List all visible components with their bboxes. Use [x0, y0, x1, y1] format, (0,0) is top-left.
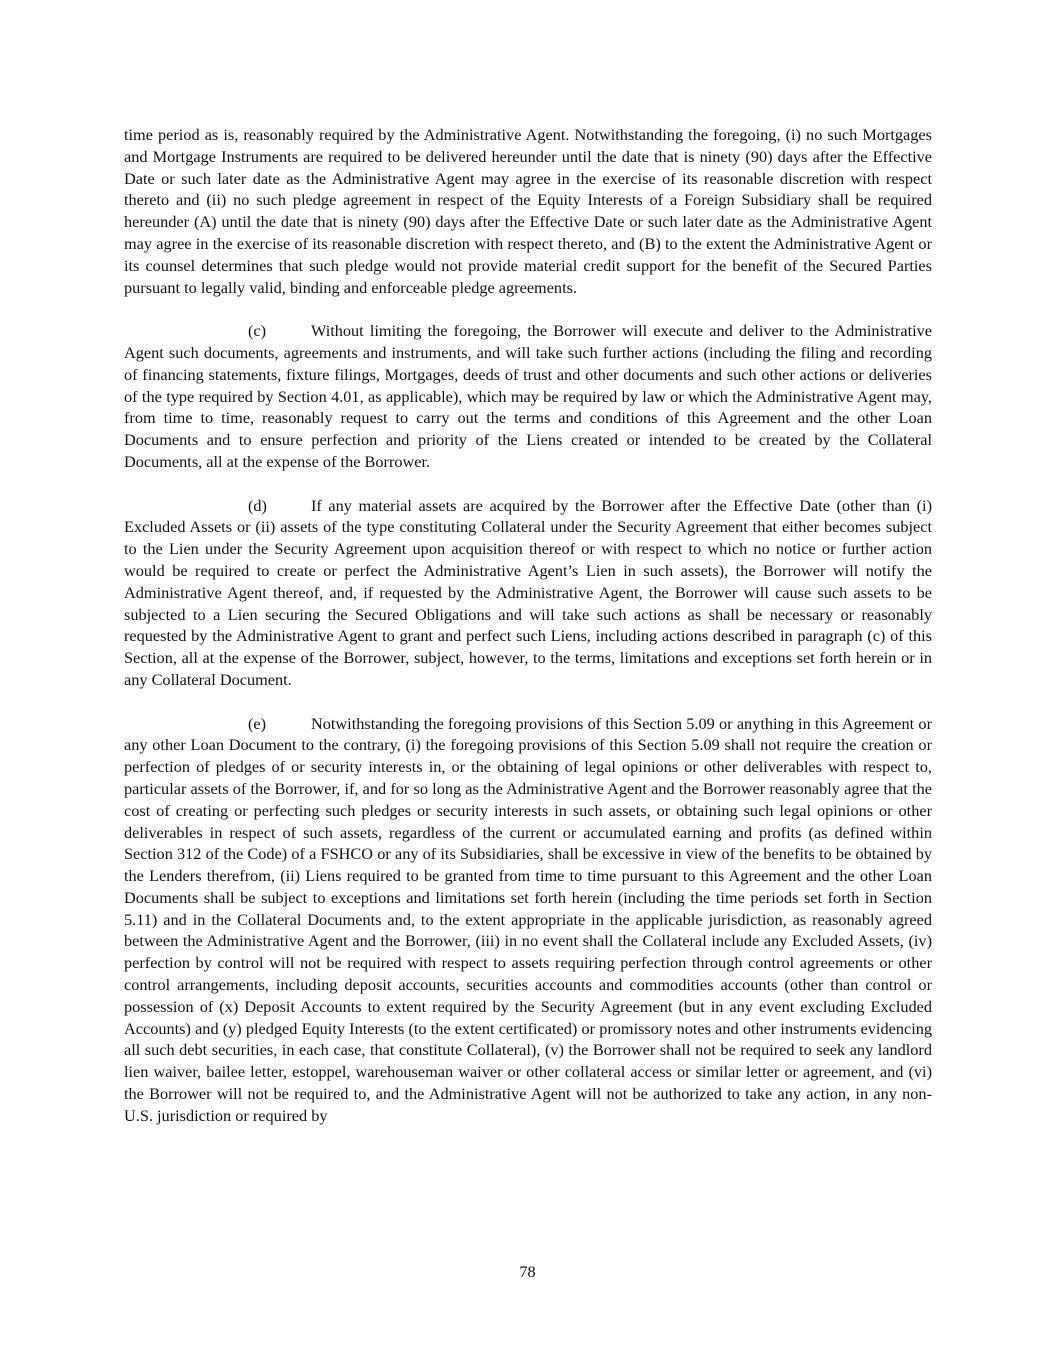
paragraph-label: (d) [248, 495, 267, 515]
document-body [124, 124, 932, 1148]
paragraph-label: (e) [248, 713, 267, 733]
paragraph-e [124, 713, 932, 1127]
paragraph-c [124, 320, 932, 473]
page-number: 78 [519, 1262, 536, 1281]
paragraph-text: Without limiting the foregoing, the Borrower will execute and deliver to the Administrative Agent such documents, agreements and instruments, and will take such further actions (including the filing and recording of financing statements, fixture filings, Mortgages, deeds of trust and other documents and such other actions or deliveries of the type required by Section 4.01, as applicable), which may be required by law or which the Administrative Agent may, from time to time, reasonably request to carry out the terms and conditions of this Agreement and the other Loan Documents and to ensure perfection and priority of the Liens created or intended to be created by the Collateral Documents, all at the expense of the Borrower. [124, 321, 932, 471]
paragraph-d [124, 495, 932, 691]
paragraph-continuation [124, 124, 932, 298]
paragraph-label: (c) [248, 321, 267, 341]
paragraph-text: If any material assets are acquired by the Borrower after the Effective Date (other than (i) Excluded Assets or (ii) assets of the type constituting Collateral under the Security Agreement that either becomes subject to the Lien under the Security Agreement upon acquisition thereof or with respect to which no notice or further action would be required to create or perfect the Administrative Agent’s Lien in such assets), the Borrower will notify the Administrative Agent thereof, and, if requested by the Administrative Agent, the Borrower will cause such assets to be subjected to a Lien securing the Secured Obligations and will take such actions as shall be necessary or reasonably requested by the Administrative Agent to grant and perfect such Liens, including actions described in paragraph (c) of this Section, all at the expense of the Borrower, subject, however, to the terms, limitations and exceptions set forth herein or in any Collateral Document. [124, 495, 932, 689]
paragraph-text: time period as is, reasonably required by the Administrative Agent. Notwithstanding the foregoing, (i) no such Mortgages and Mortgage Instruments are required to be delivered hereunder until the date that is ninety (90) days after the Effective Date or such later date as the Administrative Agent may agree in the exercise of its reasonable discretion with respect thereto and (ii) no such pledge agreement in respect of the Equity Interests of a Foreign Subsidiary shall be required hereunder (A) until the date that is ninety (90) days after the Effective Date or such later date as the Administrative Agent may agree in the exercise of its reasonable discretion with respect thereto, and (B) to the extent the Administrative Agent or its counsel determines that such pledge would not provide material credit support for the benefit of the Secured Parties pursuant to legally valid, binding and enforceable pledge agreements. [124, 125, 932, 297]
paragraph-text: Notwithstanding the foregoing provisions of this Section 5.09 or anything in this Agreement or any other Loan Document to the contrary, (i) the foregoing provisions of this Section 5.09 shall not require the creation or perfection of pledges of or security interests in, or the obtaining of legal opinions or other deliverables with respect to, particular assets of the Borrower, if, and for so long as the Administrative Agent and the Borrower reasonably agree that the cost of creating or perfecting such pledges or security interests in such assets, or obtaining such legal opinions or other deliverables in respect of such assets, regardless of the current or accumulated earning and profits (as defined within Section 312 of the Code) of a FSHCO or any of its Subsidiaries, shall be excessive in view of the benefits to be obtained by the Lenders therefrom, (ii) Liens required to be granted from time to time pursuant to this Agreement and the other Loan Documents shall be subject to exceptions and limitations set forth herein (including the time periods set forth in Section 5.11) and in the Collateral Documents and, to the extent appropriate in the applicable jurisdiction, as reasonably agreed between the Administrative Agent and the Borrower, (iii) in no event shall the Collateral include any Excluded Assets, (iv) perfection by control will not be required with respect to assets requiring perfection through control agreements or other control arrangements, including deposit accounts, securities accounts and commodities accounts (other than control or possession of (x) Deposit Accounts to extent required by the Security Agreement (but in any event excluding Excluded Accounts) and (y) pledged Equity Interests (to the extent certificated) or promissory notes and other instruments evidencing all such debt securities, in each case, that constitute Collateral), (v) the Borrower shall not be required to seek any landlord lien waiver, bailee letter, estoppel, warehouseman waiver or other collateral access or similar letter or agreement, and (vi) the Borrower will not be required to, and the Administrative Agent will not be authorized to take any action, in any non-U.S. jurisdiction or required by [124, 713, 932, 1125]
